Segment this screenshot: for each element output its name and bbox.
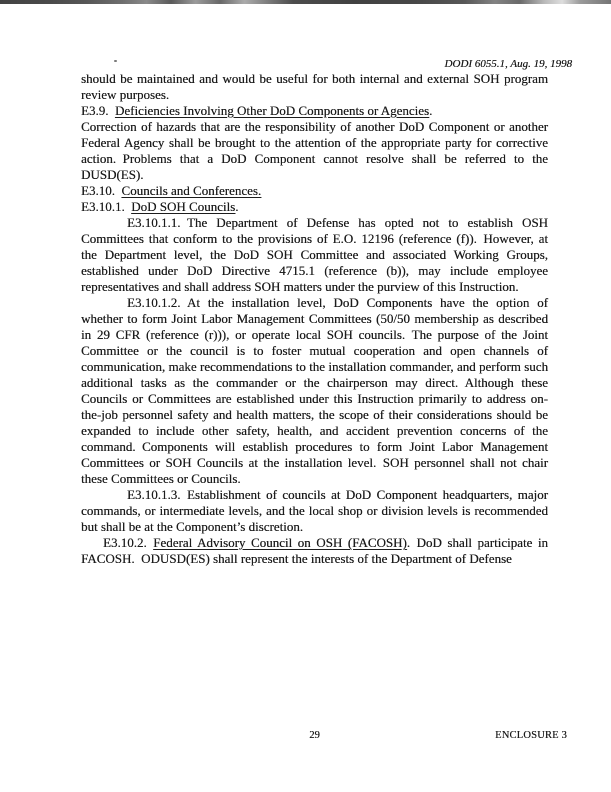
section-number-e3-10-1: E3.10.1. (81, 199, 132, 214)
paragraph-e3-10-1-2: E3.10.1.2. At the installation level, DoD Components have the option of whether to form Joint Labor Management Committees (50/50 membership as described in 29 CFR (reference (r))), or operate local SOH councils. The purpose of the Joint Committee or the council is to foster mutual cooperation and open channels of communication, make recommendations to the installation commander, and perform such additional tasks as the commander or the chairperson may direct. Although these Councils or Committees are established under this Instruction primarily to address on-the-job personnel safety and health matters, the scope of their considerations should be expanded to include other safety, health, and accident prevention concerns of the command. Components will establish procedures to form Joint Labor Management Committees or SOH Councils at the installation level. SOH personnel shall not chair these Committees or Councils. (81, 295, 548, 486)
section-number-e3-10-2: E3.10.2. (103, 535, 154, 550)
page-number: 29 (309, 730, 320, 741)
section-title-period: . (429, 103, 433, 118)
section-heading-e3-9 (81, 103, 548, 119)
section-number-e3-9: E3.9. (81, 103, 115, 118)
section-title-e3-9: Deficiencies Involving Other DoD Components or Agencies (114, 103, 430, 118)
section-title-e3-10-1: DoD SOH Councils (131, 199, 236, 214)
section-number-e3-10: E3.10. (81, 183, 122, 198)
paragraph-e3-10-1-1: E3.10.1.1. The Department of Defense has opted not to establish OSH Committees that conform to the provisions of E.O. 12196 (reference (f)). However, at the Department level, the DoD SOH Committee and associated Working Groups, established under DoD Directive 4715.1 (reference (b)), may include employee representatives and shall address SOH matters under the purview of this Instruction. (81, 215, 548, 294)
paragraph-e3-10-2 (81, 535, 548, 567)
document-reference: DODI 6055.1, Aug. 19, 1998 (444, 58, 572, 70)
document-body (0, 71, 611, 567)
section-heading-e3-10 (81, 183, 548, 199)
section-title-e3-10-2: Federal Advisory Council on OSH (FACOSH) (153, 535, 407, 550)
scan-artifact-speck (114, 60, 117, 62)
section-title-period: . (235, 199, 239, 214)
section-title-e3-10: Councils and Conferences. (121, 183, 262, 198)
scan-artifact-bar (0, 0, 611, 4)
section-heading-e3-10-1 (81, 199, 548, 215)
paragraph-e3-10-1-3: E3.10.1.3. Establishment of councils at DoD Component headquarters, major commands, or intermediate levels, and the local shop or division levels is recommended but shall be at the Component’s discretion. (81, 487, 548, 534)
paragraph-continuation: should be maintained and would be useful for both internal and external SOH program review purposes. (81, 71, 548, 102)
paragraph-e3-9-body: Correction of hazards that are the responsibility of another DoD Component or another Federal Agency shall be brought to the attention of the appropriate party for corrective action. Problems that a DoD Component cannot resolve shall be referred to the DUSD(ES). (81, 119, 548, 182)
document-header (0, 0, 611, 71)
paragraph-e3-10-2-text: . DoD shall participate in FACOSH. ODUSD(ES) shall represent the interests of the Department of Defense (81, 535, 548, 566)
enclosure-label: ENCLOSURE 3 (495, 730, 567, 741)
document-footer (0, 729, 611, 745)
